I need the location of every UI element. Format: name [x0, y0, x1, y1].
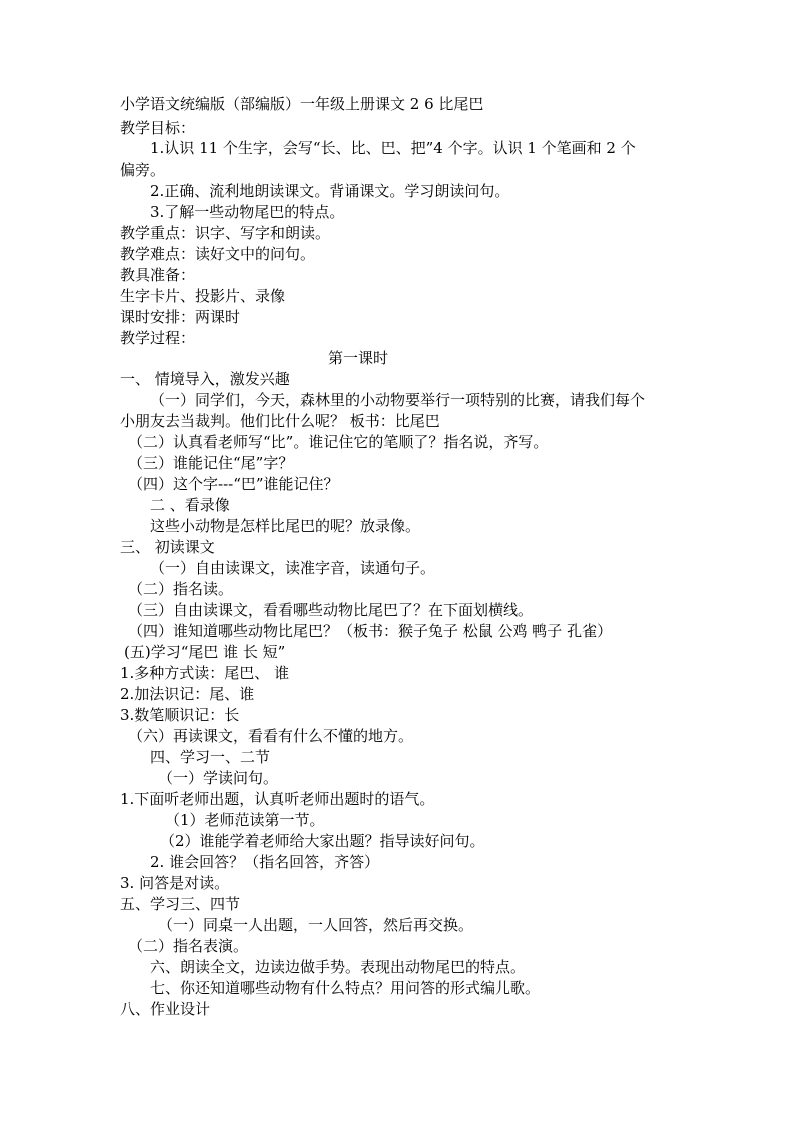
- text-line: 3.数笔顺识记：长: [120, 706, 240, 724]
- text-line: 小朋友去当裁判。他们比什么呢？ 板书：比尾巴: [120, 412, 440, 430]
- text-line: 八、作业设计: [120, 1000, 211, 1018]
- text-line: 这些小动物是怎样比尾巴的呢？放录像。: [150, 517, 421, 535]
- text-line: （一）同桌一人出题，一人回答，然后再交换。: [158, 916, 474, 934]
- text-line: （一）学读问句。: [158, 769, 279, 787]
- text-line: 2.正确、流利地朗读课文。背诵课文。学习朗读问句。: [150, 182, 510, 200]
- text-line: (五)学习“尾巴 谁 长 短”: [124, 643, 286, 661]
- text-line: 1.下面听老师出题，认真听老师出题时的语气。: [120, 790, 435, 808]
- text-line: 课时安排：两课时: [120, 308, 241, 326]
- text-line: 七、你还知道哪些动物有什么特点？用问答的形式编儿歌。: [150, 979, 541, 997]
- text-line: 1.多种方式读：尾巴、 谁: [120, 664, 290, 682]
- text-line: （三）谁能记住“尾”字？: [128, 454, 294, 472]
- text-line: （四）这个字---“巴”谁能记住？: [128, 475, 339, 493]
- text-line: （二）认真看老师写“比”。谁记住它的笔顺了？指名说，齐写。: [128, 433, 549, 451]
- text-line: 3. 问答是对读。: [120, 874, 230, 892]
- text-line: （一）自由读课文，读准字音，读通句子。: [150, 559, 436, 577]
- text-line: （一）同学们，今天，森林里的小动物要举行一项特别的比赛，请我们每个: [150, 391, 646, 409]
- text-line: 四、学习一、二节: [150, 748, 271, 766]
- text-line: 教学重点：识字、写字和朗读。: [120, 224, 331, 242]
- text-line: 教学难点：读好文中的问句。: [120, 245, 316, 263]
- text-line: 教学目标：: [120, 119, 196, 137]
- text-line: 三、 初读课文: [120, 538, 215, 556]
- text-line: 教学过程：: [120, 329, 196, 347]
- text-line: 2.加法识记：尾、谁: [120, 685, 255, 703]
- text-line: （四）谁知道哪些动物比尾巴？（板书：猴子兔子 松鼠 公鸡 鸭子 孔雀）: [128, 622, 613, 640]
- text-line: （2）谁能学着老师给大家出题？指导读好问句。: [160, 832, 485, 850]
- text-line: 五、学习三、四节: [120, 895, 241, 913]
- text-line: 二 、看录像: [150, 496, 230, 514]
- text-line: 偏旁。: [120, 161, 166, 179]
- text-line: 教具准备：: [120, 266, 196, 284]
- text-line: 1.认识 11 个生字，会写“长、比、巴、把”4 个字。认识 1 个笔画和 2 个: [150, 139, 636, 157]
- text-line: （二）指名读。: [128, 580, 234, 598]
- text-line: （1）老师范读第一节。: [165, 811, 325, 829]
- section-heading: 第一课时: [328, 349, 389, 367]
- text-line: 一、 情境导入，激发兴趣: [120, 370, 290, 388]
- text-line: 2. 谁会回答？（指名回答，齐答）: [150, 853, 380, 871]
- text-line: 3.了解一些动物尾巴的特点。: [150, 203, 345, 221]
- text-line: 六、朗读全文，边读边做手势。表现出动物尾巴的特点。: [150, 958, 526, 976]
- text-line: （三）自由读课文，看看哪些动物比尾巴了？在下面划横线。: [128, 601, 534, 619]
- document-title: 小学语文统编版（部编版）一年级上册课文 2 6 比尾巴: [120, 95, 484, 113]
- text-line: （六）再读课文，看看有什么不懂的地方。: [128, 727, 414, 745]
- text-line: 生字卡片、投影片、录像: [120, 287, 286, 305]
- text-line: （二）指名表演。: [128, 937, 249, 955]
